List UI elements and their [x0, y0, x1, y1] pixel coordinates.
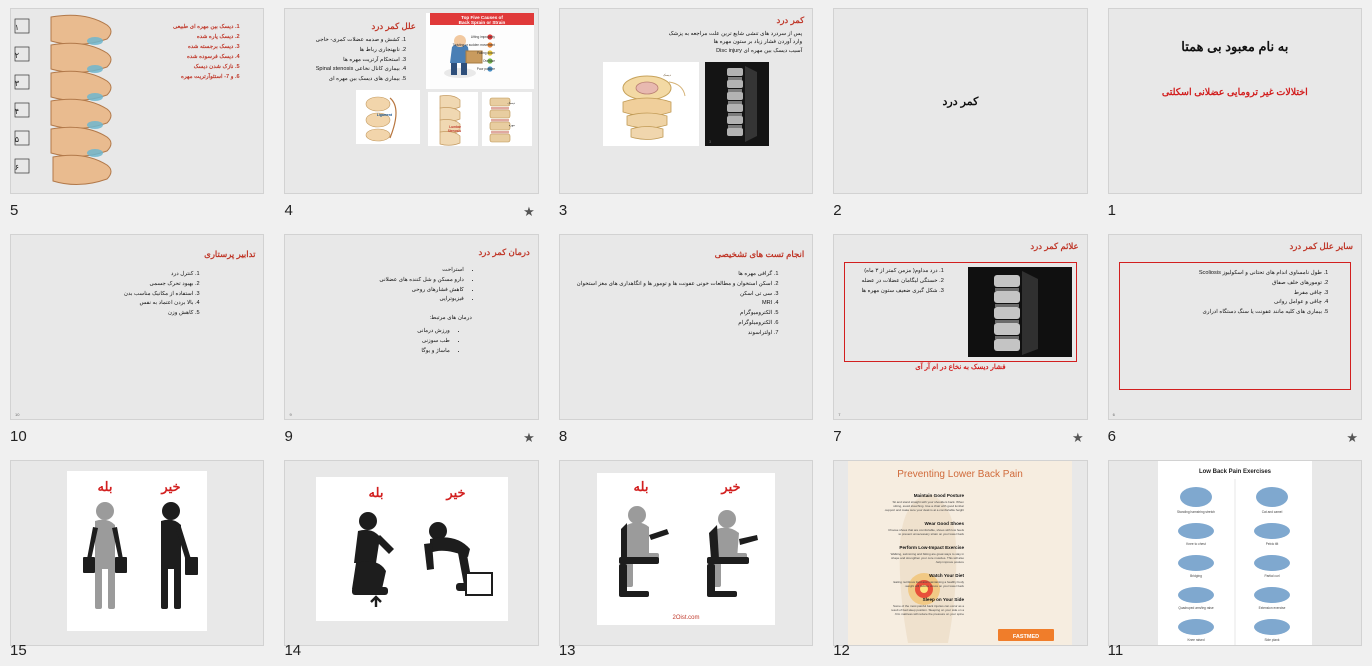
slide-4-item-3: 3. استحکام آرتریت مهره ها — [295, 56, 399, 65]
svg-text:دیسک: دیسک — [507, 101, 515, 105]
lumbar-mri-image — [968, 267, 1072, 357]
slide-thumbnail-14[interactable] — [284, 460, 538, 646]
lifting-posture-comparison-image — [316, 477, 508, 621]
svg-text:۵: ۵ — [14, 135, 20, 144]
slide-7-list — [859, 267, 951, 297]
svg-text:Wear Good Shoes: Wear Good Shoes — [924, 521, 965, 526]
svg-text:Stenosis: Stenosis — [447, 129, 461, 133]
slide-4-label-lumbar: Lumbar — [449, 125, 461, 129]
slide-9-sub-bullets — [295, 327, 463, 356]
slide-7-tiny-number: 7 — [838, 412, 841, 417]
slide-star-9: ★ — [523, 430, 535, 445]
slide-3-title: کمر درد — [776, 15, 805, 25]
svg-text:Maintain Good Posture: Maintain Good Posture — [914, 493, 965, 498]
preventing-lower-back-pain-poster — [848, 461, 1072, 646]
slide-number-11: 11 — [1107, 642, 1124, 659]
slide-thumbnail-12[interactable] — [833, 460, 1087, 646]
slide-number-2: 2 — [833, 202, 842, 219]
svg-text:Cat and camel: Cat and camel — [1261, 510, 1283, 514]
vertebrae-illustration-image — [11, 9, 151, 193]
slide-thumbnail-7[interactable] — [833, 234, 1087, 420]
svg-text:خیر: خیر — [446, 485, 466, 500]
low-back-pain-exercises-poster — [1158, 461, 1312, 646]
slide-star-6: ★ — [1346, 430, 1358, 445]
svg-text:Low Back Pain Exercises: Low Back Pain Exercises — [1198, 469, 1271, 475]
slide-4-lower-images — [426, 92, 534, 146]
svg-text:Twisting or sudden movement: Twisting or sudden movement — [452, 43, 495, 47]
slide-thumbnail-9[interactable] — [284, 234, 538, 420]
svg-text:بله: بله — [368, 485, 384, 500]
slide-8-item-5: 5. الکترومیوگرام — [570, 309, 772, 318]
spine-mri-image — [705, 62, 769, 146]
slide-8-item-2: 2. اسکن استخوان و مطالعات خونی عفونت ها و تومور ها و اتگاهداری های مغز استخوان — [570, 280, 772, 289]
svg-text:shape and strengthen your core: shape and strengthen your core muscles. This will also — [891, 556, 965, 560]
slide-6-title: سایر علل کمر درد — [1289, 241, 1353, 251]
svg-text:بله: بله — [633, 479, 649, 494]
slide-6-tiny-number: 6 — [1112, 412, 1115, 417]
slide-8-item-4: 4. MRI — [570, 299, 772, 308]
svg-text:firm mattress will reduce the: firm mattress will reduce the pressure on your spine. — [894, 612, 965, 616]
slide-8-title: انجام تست های تشخیصی — [714, 249, 805, 259]
svg-text:Falling down: Falling down — [476, 51, 495, 55]
slide-6-item-4: 4. چاقی و عوامل روانی — [1134, 298, 1322, 307]
svg-text:۱: ۱ — [14, 23, 20, 32]
slide-number-3: 3 — [558, 202, 568, 219]
slide-cell-12 — [823, 452, 1097, 666]
slide-3-line-2: وارد آوردن فشار زیاد بر ستون مهره ها — [713, 39, 803, 46]
slide-cell-15 — [0, 452, 274, 666]
slide-10-item-1: 1. کنترل درد — [21, 270, 193, 279]
svg-text:Some of the most painful back: Some of the most painful back injuries can occur as a — [893, 604, 965, 608]
slide-number-9: 9 — [284, 428, 293, 445]
svg-text:خیر: خیر — [721, 479, 741, 494]
svg-text:support and make sure your des: support and make sure your desk is at a comfortable height. — [884, 508, 965, 512]
slide-cell-10 — [0, 226, 274, 452]
slide-cell-6 — [1098, 226, 1372, 452]
svg-text:Perform Low-Impact Exercise: Perform Low-Impact Exercise — [899, 545, 965, 550]
slide-5-item-6: 6. و 7- استئوآرتریت مهره — [165, 73, 233, 82]
slide-6-content-box — [1119, 262, 1351, 390]
slide-9-sub-bullet-3: • ماساژ و یوگا — [295, 347, 449, 356]
slide-number-15: 15 — [10, 642, 27, 659]
back-sprain-poster-image — [426, 13, 534, 89]
svg-text:to prevent unnecessary strain: to prevent unnecessary strain on your lower back. — [898, 532, 965, 536]
svg-text:Eating nutritious food and mai: Eating nutritious food and maintaining a healthy body — [893, 580, 965, 584]
slide-number-10: 10 — [10, 428, 27, 445]
slide-9-tiny-number: 9 — [289, 412, 292, 417]
svg-text:بله: بله — [97, 479, 113, 494]
slide-star-7: ★ — [1071, 430, 1084, 445]
svg-text:Poor posture: Poor posture — [476, 67, 495, 71]
slide-5-item-2: 2. دیسک پاره شده — [165, 33, 233, 42]
slide-10-item-3: 3. استفاده از مکانیک مناسب بدن — [21, 290, 193, 299]
slide-5-item-3: 3. دیسک برجسته شده — [165, 43, 233, 52]
ligament-diagram-image — [356, 90, 420, 144]
svg-text:Ligament: Ligament — [376, 113, 392, 118]
slide-cell-4 — [274, 0, 548, 226]
slide-9-sub-bullet-1: • ورزش درمانی — [295, 327, 449, 336]
slide-1-subheading: اختلالات غیر ترومایی عضلانی اسکلتی — [1161, 87, 1308, 98]
slide-3-line-1: پس از سردرد های تنشی شایع ترین علت مراجعه به پزشک — [668, 30, 803, 37]
svg-text:2Oist.com: 2Oist.com — [672, 615, 700, 621]
slide-10-item-4: 4. بالا بردن اعتماد به نفس — [21, 299, 193, 308]
slide-7-footer: فشار دیسک به نخاع در ام آر آی — [915, 363, 1006, 371]
slide-cell-13 — [549, 452, 823, 666]
svg-text:Choose shoes that are comforta: Choose shoes that are comfortable, shoes with low heels — [888, 528, 965, 532]
slide-cell-14 — [274, 452, 548, 666]
slide-number-13: 13 — [558, 642, 576, 659]
slide-cell-11 — [1098, 452, 1372, 666]
svg-text:Preventing Lower Back Pain: Preventing Lower Back Pain — [897, 469, 1024, 480]
svg-text:Overuse: Overuse — [482, 59, 495, 63]
slide-6-item-3: 3. چاقی مفرط — [1134, 289, 1322, 298]
slide-thumbnail-6[interactable] — [1108, 234, 1362, 420]
slide-cell-8 — [549, 226, 823, 452]
svg-text:خیر: خیر — [161, 479, 181, 494]
svg-text:Walking, swimming and biking a: Walking, swimming and biking are great ways to stay in — [891, 552, 965, 556]
slide-5-item-4: 4. دیسک فرسوده شده — [165, 53, 233, 62]
sitting-posture-comparison-image — [597, 473, 775, 625]
slide-8-list — [570, 270, 786, 339]
svg-text:۶: ۶ — [14, 163, 20, 172]
svg-text:Extension exercise: Extension exercise — [1258, 606, 1286, 610]
slide-7-item-3: 3. شکل گیری ضعیف ستون مهره ها — [859, 287, 937, 296]
slide-5-list — [165, 23, 247, 82]
svg-text:Bridging: Bridging — [1189, 574, 1202, 578]
slide-thumbnail-10[interactable] — [10, 234, 264, 420]
slide-4-list — [295, 36, 413, 85]
slide-2-content — [834, 9, 1086, 193]
slide-9-bullet-2: • دارو مسکن و شل کننده های عضلانی — [295, 276, 463, 285]
slide-6-item-5: 5. بیماری های کلیه مانند عفونت یا سنگ دستگاه ادراری — [1134, 308, 1322, 317]
slide-9-bullet-1: • استراحت — [295, 266, 463, 275]
slide-thumbnail-1[interactable] — [1108, 8, 1362, 194]
svg-text:Back Sprain or Strain: Back Sprain or Strain — [458, 20, 506, 25]
slide-10-tiny-number: 10 — [15, 412, 20, 417]
slide-cell-9 — [274, 226, 548, 452]
slide-number-7: 7 — [833, 428, 842, 445]
slide-4-item-1: 1. کشش و صدمه عضلات کمری- خاجی — [295, 36, 399, 45]
slide-3-line-3: آسیب دیسک بین مهره ای Disc injury — [716, 47, 803, 54]
slide-10-list — [21, 270, 207, 319]
svg-text:Sit and stand straight with yo: Sit and stand straight with your shoulders back. When — [892, 500, 965, 504]
slide-7-title: علائم کمر درد — [1030, 241, 1079, 251]
slide-cell-3 — [549, 0, 823, 226]
slide-10-title: تدابیر پرستاری — [204, 249, 256, 259]
slide-number-8: 8 — [558, 428, 568, 445]
svg-text:help improve posture.: help improve posture. — [935, 560, 965, 564]
slide-number-4: 4 — [284, 202, 293, 219]
svg-text:Knee to chest: Knee to chest — [1186, 542, 1206, 546]
slide-cell-1 — [1098, 0, 1372, 226]
slide-cell-7 — [823, 226, 1097, 452]
slide-6-item-1: 1. طول نامساوی اندام های تحتانی و اسکولیوز Scoliosis — [1134, 269, 1322, 278]
svg-text:Side plank: Side plank — [1264, 638, 1280, 642]
slide-4-item-5: 5. بیماری های دیسک بین مهره ای — [295, 75, 399, 84]
slide-4-item-4: 4. بیماری کانال نخاعی Spinal stenosis — [295, 65, 399, 74]
slide-8-item-3: 3. سی تی اسکن — [570, 290, 772, 299]
slide-thumbnail-15[interactable] — [10, 460, 264, 646]
slide-3-image-number: 3 — [709, 138, 712, 144]
slide-number-1: 1 — [1107, 202, 1116, 219]
slide-10-item-2: 2. بهبود تحرک جسمی — [21, 280, 193, 289]
disc-anatomy-image — [603, 62, 699, 146]
slide-thumbnail-2[interactable] — [833, 8, 1087, 194]
lumbar-stenosis-image — [482, 92, 532, 146]
slide-thumbnail-3[interactable] — [559, 8, 813, 194]
slide-number-14: 14 — [284, 642, 302, 659]
slide-thumbnail-5[interactable] — [10, 8, 264, 194]
slide-2-heading: کمر درد — [942, 95, 979, 108]
slide-cell-5 — [0, 0, 274, 226]
svg-text:Top Five Causes of: Top Five Causes of — [460, 15, 503, 20]
slide-6-item-2: 2. تومورهای خلف صفاق — [1134, 279, 1322, 288]
slide-8-item-1: 1. گرافی مهره ها — [570, 270, 772, 279]
slide-9-bullet-4: • فیزیوتراپی — [295, 295, 463, 304]
slide-9-bullet-3: • کاهش فشارهای روحی — [295, 286, 463, 295]
slide-6-list — [1134, 269, 1336, 318]
svg-text:دیسک: دیسک — [663, 72, 672, 77]
slide-10-item-5: 5. کاهش وزن — [21, 309, 193, 318]
svg-text:FASTMED: FASTMED — [1013, 634, 1040, 640]
svg-text:۲: ۲ — [14, 51, 20, 60]
svg-text:sitting, avoid slouching. Use: sitting, avoid slouching. Use a chair with good lumbar — [893, 504, 965, 508]
svg-text:مهره: مهره — [508, 123, 515, 127]
svg-text:۳: ۳ — [14, 79, 20, 88]
slide-5-item-5: 5. نازک شدن دیسک — [165, 63, 233, 72]
slide-8-item-6: 6. الکترومیلوگرام — [570, 319, 772, 328]
svg-text:Standing hamstring stretch: Standing hamstring stretch — [1176, 510, 1215, 514]
svg-text:weight will reduce stress on y: weight will reduce stress on your lower back. — [905, 584, 965, 588]
slide-9-bullets — [295, 266, 477, 305]
slide-8-item-7: 7. اولتراسوند — [570, 329, 772, 338]
slide-1-heading: به نام معبود بی همتا — [1181, 39, 1289, 54]
svg-text:Quadruped arm/leg raise: Quadruped arm/leg raise — [1178, 606, 1214, 610]
svg-text:Watch Your Diet: Watch Your Diet — [929, 573, 965, 578]
slide-9-title: درمان کمر درد — [478, 247, 530, 257]
svg-text:Lifting improperly: Lifting improperly — [470, 35, 495, 39]
svg-text:result of bad sleep position.: result of bad sleep position. Sleeping on your side on a — [891, 608, 965, 612]
slide-7-content-box — [844, 262, 1076, 371]
slide-number-6: 6 — [1107, 428, 1116, 445]
slide-4-title: علل کمر درد — [371, 21, 416, 31]
carrying-load-comparison-image — [67, 471, 207, 631]
slide-number-5: 5 — [10, 202, 19, 219]
slide-9-sub-bullet-2: • طب سوزنی — [295, 337, 449, 346]
svg-text:۴: ۴ — [14, 107, 20, 116]
slide-5-item-1: 1. دیسک بین مهره ای طبیعی — [165, 23, 233, 32]
slide-number-12: 12 — [833, 642, 850, 659]
slide-thumbnail-11[interactable] — [1108, 460, 1362, 646]
slide-7-item-2: 2. خستگی لیگامان عضلات در عضله — [859, 277, 937, 286]
slide-thumbnail-13[interactable] — [559, 460, 813, 646]
svg-text:Knee raised: Knee raised — [1187, 638, 1205, 642]
slide-thumbnail-4[interactable] — [284, 8, 538, 194]
svg-text:Sleep on Your Side: Sleep on Your Side — [922, 597, 965, 602]
slide-4-item-2: 2. نابهنجاری رباط ها — [295, 46, 399, 55]
slide-star-4: ★ — [523, 204, 535, 219]
svg-text:Pelvic tilt: Pelvic tilt — [1265, 542, 1279, 546]
svg-text:Partial curl: Partial curl — [1264, 574, 1280, 578]
slide-thumbnail-8[interactable] — [559, 234, 813, 420]
slide-9-subtitle: درمان های مرتبط: — [429, 315, 472, 322]
lumbar-spine-model-image — [428, 92, 478, 146]
slide-7-item-1: 1. درد مداوم( مزمن کمتر از ۳ ماه) — [859, 267, 937, 276]
slide-cell-2 — [823, 0, 1097, 226]
